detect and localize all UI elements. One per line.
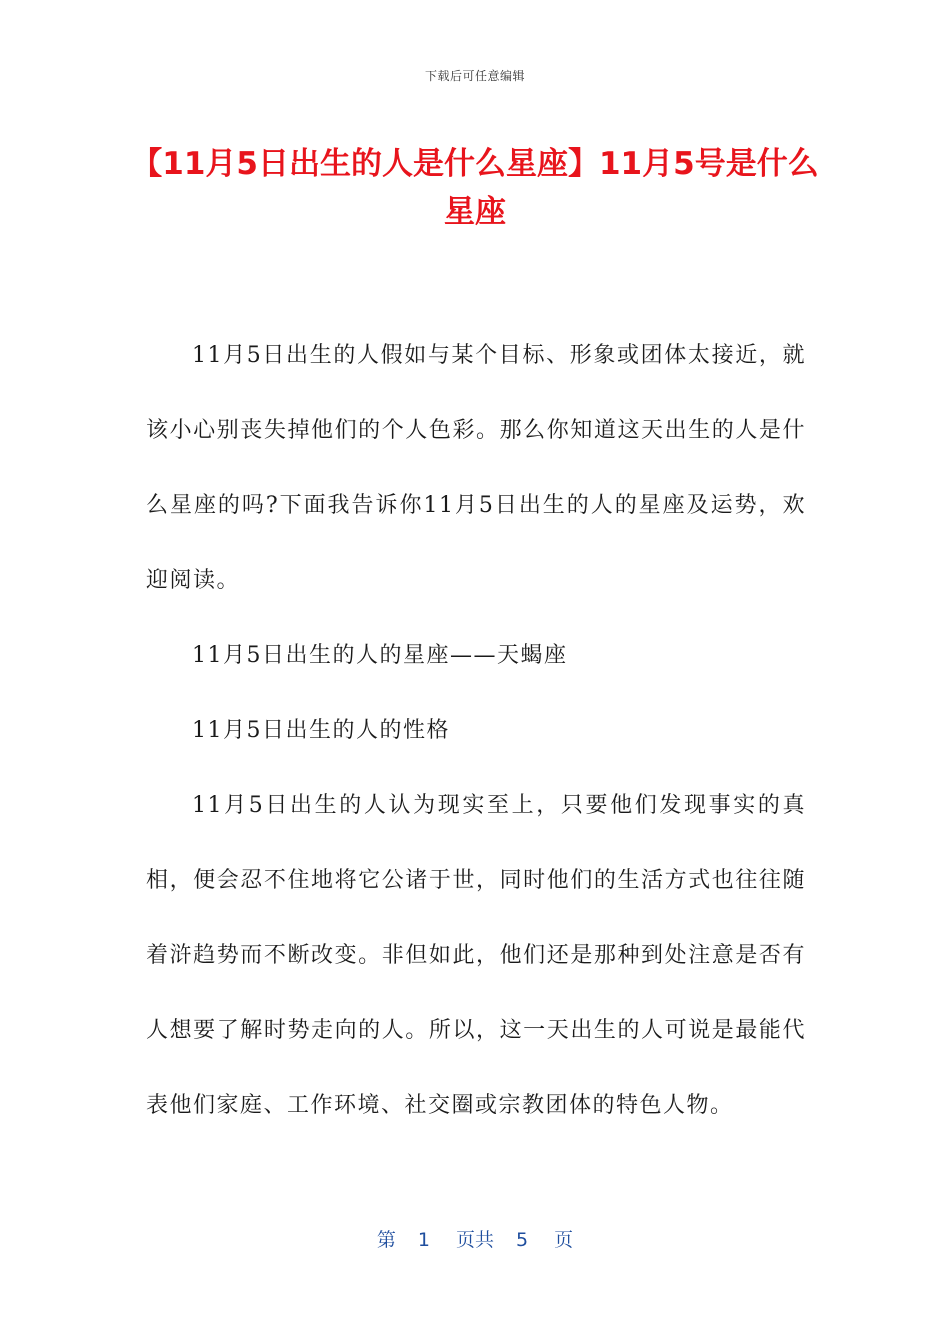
footer-prefix: 第 xyxy=(376,1229,396,1251)
paragraph-personality: 11月5日出生的人认为现实至上，只要他们发现事实的真相，便会忍不住地将它公诸于世，同时他们的生活方式也往往随着浒趋势而不断改变。非但如此，他们还是那种到处注意是否有人想要了解时势走向的人。所以，这一天出生的人可说是最能代表他们家庭、工作环境、社交圈或宗教团体的特色人物。 xyxy=(146,793,806,1118)
footer-total-pages: 5 xyxy=(516,1229,529,1251)
paragraph-intro: 11月5日出生的人假如与某个目标、形象或团体太接近，就该小心别丧失掉他们的个人色彩。那么你知道这天出生的人是什么星座的吗?下面我告诉你11月5日出生的人的星座及运势，欢迎阅读。 xyxy=(146,343,806,593)
footer-current-page: 1 xyxy=(417,1229,430,1251)
paragraph-zodiac: 11月5日出生的人的星座——天蝎座 xyxy=(192,643,568,668)
document-title: 【11月5日出生的人是什么星座】11月5号是什么星座 xyxy=(131,146,819,230)
footer-suffix: 页 xyxy=(554,1229,574,1251)
paragraph-personality-heading: 11月5日出生的人的性格 xyxy=(192,718,450,743)
footer-mid: 页共 xyxy=(455,1229,494,1251)
header-note: 下载后可任意编辑 xyxy=(424,69,525,83)
page-number-footer xyxy=(0,1225,950,1252)
document-body xyxy=(146,318,806,1143)
